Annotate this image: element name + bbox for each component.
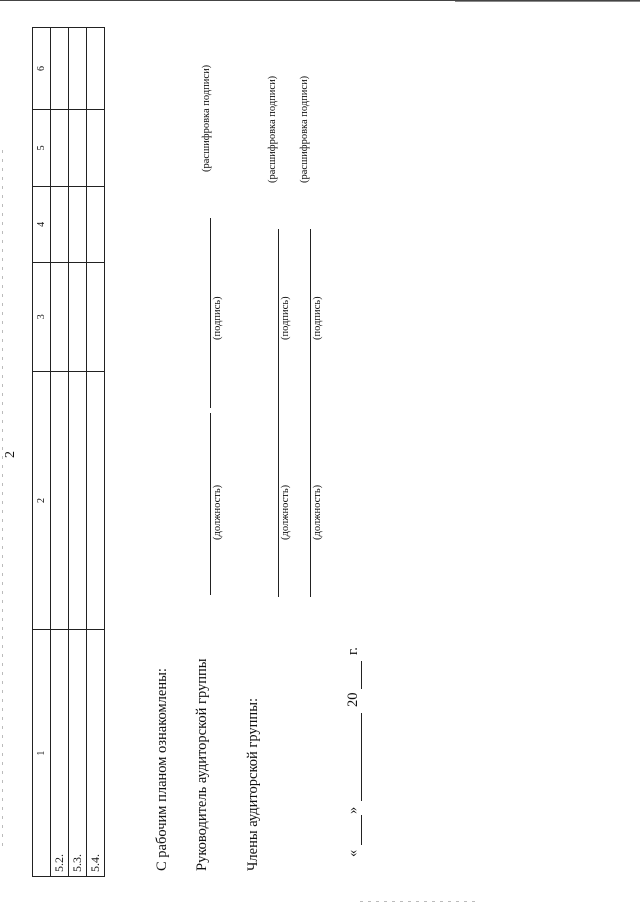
table-cell: 5.3. — [69, 630, 87, 877]
table-header-cell: 4 — [33, 186, 51, 262]
table-header-cell: 3 — [33, 262, 51, 371]
table-cell — [87, 109, 105, 186]
leader-signature-line — [210, 218, 211, 408]
table-cell — [87, 262, 105, 371]
member1-signature-caption: (подпись) — [280, 296, 291, 340]
table-cell — [69, 28, 87, 110]
leader-position-line — [210, 413, 211, 595]
member2-position-caption: (должность) — [312, 484, 323, 540]
date-year-line — [361, 661, 362, 689]
table-header-cell: 1 — [33, 630, 51, 877]
date-day-line — [361, 815, 362, 845]
member2-signature-line — [310, 229, 311, 413]
member1-position-line — [278, 413, 279, 597]
leader-label: Руководитель аудиторской группы — [194, 658, 210, 871]
members-label: Члены аудиторской группы: — [245, 698, 261, 871]
member2-decoding-caption: (расшифровка подписи) — [299, 75, 310, 183]
member1-signature-line — [278, 229, 279, 413]
table-cell: 5.4. — [87, 630, 105, 877]
table-cell — [51, 109, 69, 186]
date-open-quote: « — [345, 849, 361, 857]
table-cell — [51, 28, 69, 110]
date-close-quote: » — [345, 806, 361, 814]
table-row — [87, 28, 105, 877]
table-header-cell: 5 — [33, 109, 51, 186]
table-cell — [51, 262, 69, 371]
leader-position-caption: (должность) — [212, 484, 223, 540]
table-cell — [69, 109, 87, 186]
table-cell — [69, 186, 87, 262]
table-cell — [51, 186, 69, 262]
table-cell — [87, 186, 105, 262]
date-year-suffix: г. — [345, 647, 361, 655]
table-cell — [69, 262, 87, 371]
leader-decoding-caption: (расшифровка подписи) — [201, 64, 212, 172]
member1-position-caption: (должность) — [280, 484, 291, 540]
table-row — [69, 28, 87, 877]
table-cell: 5.2. — [51, 630, 69, 877]
table-header-cell: 6 — [33, 28, 51, 110]
plan-table — [32, 27, 105, 877]
table-cell — [87, 28, 105, 110]
table-cell — [51, 371, 69, 630]
member2-position-line — [310, 413, 311, 597]
table-cell — [87, 371, 105, 630]
table-header-row — [33, 28, 51, 877]
date-year-prefix: 20 — [345, 692, 361, 707]
date-month-line — [361, 713, 362, 801]
member1-decoding-caption: (расшифровка подписи) — [267, 75, 278, 183]
member2-signature-caption: (подпись) — [312, 296, 323, 340]
acquainted-label: С рабочим планом ознакомлены: — [154, 668, 170, 871]
table-header-cell: 2 — [33, 371, 51, 630]
page-number: 2 — [3, 451, 18, 458]
table-cell — [69, 371, 87, 630]
table-row — [51, 28, 69, 877]
leader-signature-caption: (подпись) — [212, 296, 223, 340]
